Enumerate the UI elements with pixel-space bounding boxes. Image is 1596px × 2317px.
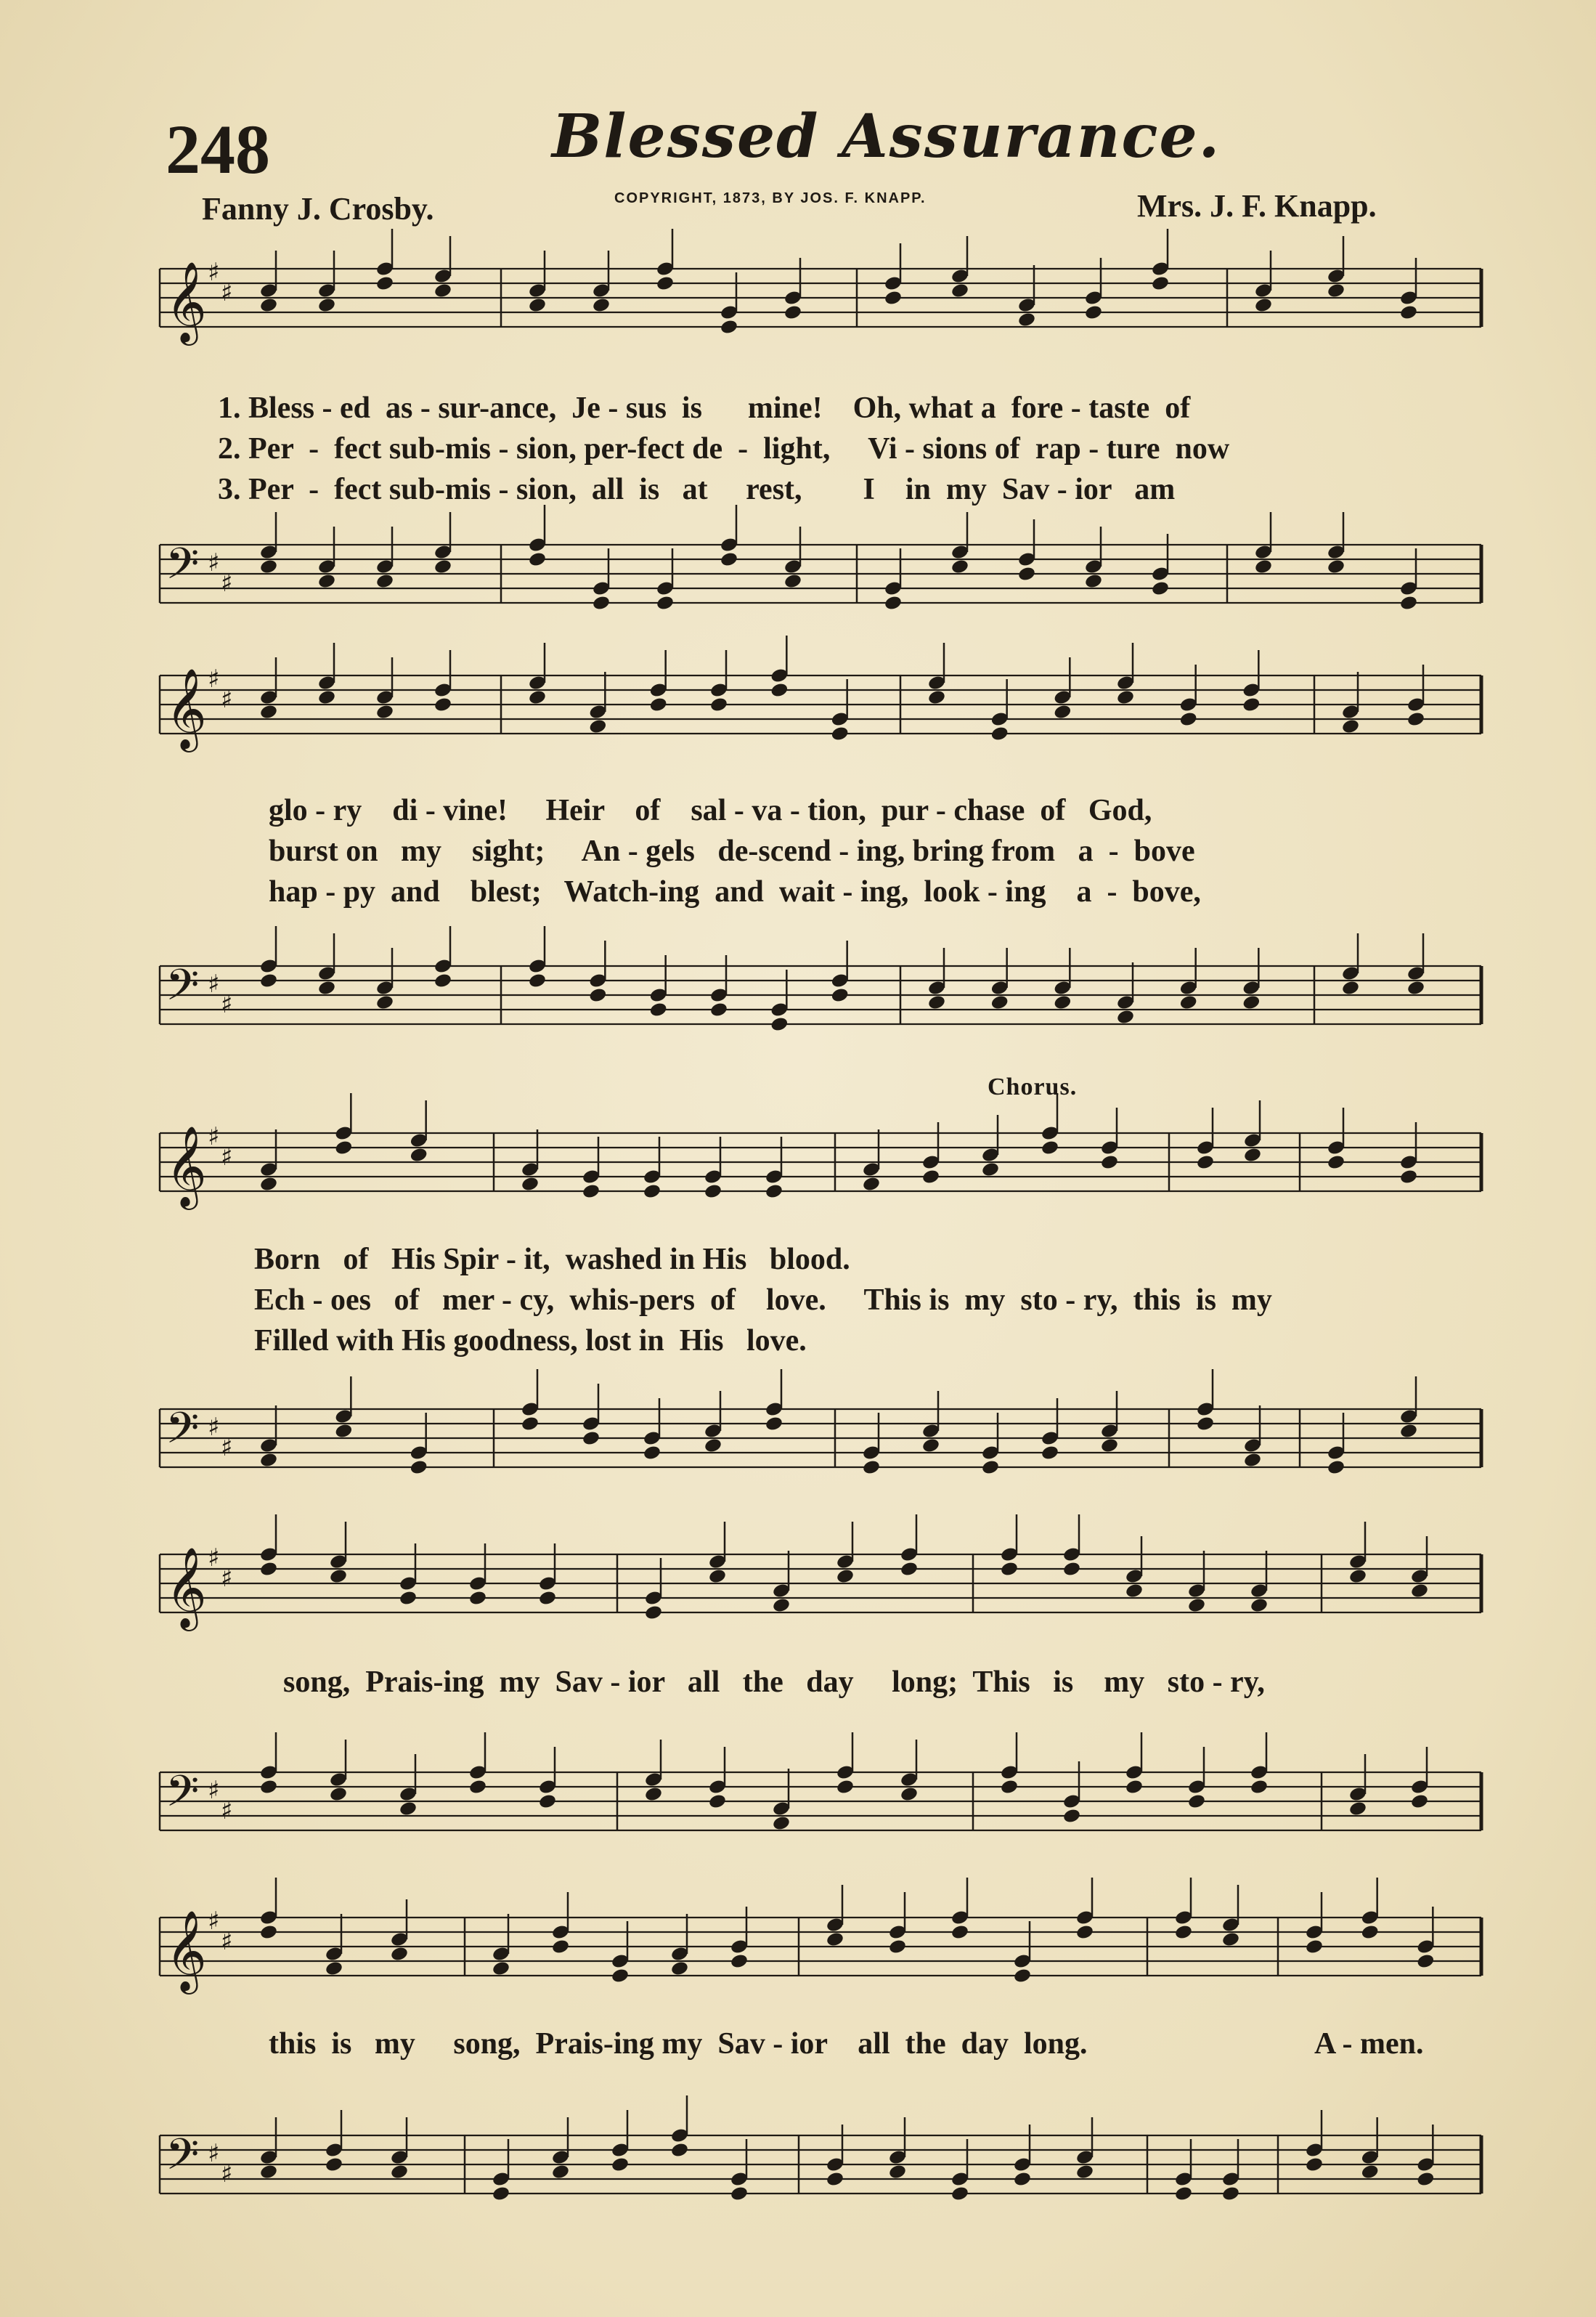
note-head [765, 1416, 783, 1432]
sharp-icon: ♯ [208, 1776, 220, 1805]
note-head [990, 994, 1009, 1011]
note-head [1327, 283, 1345, 299]
note-head [433, 559, 452, 575]
note-head [783, 304, 802, 321]
note-head [492, 2186, 510, 2202]
note-head [708, 1793, 727, 1810]
note-head [772, 1597, 791, 1614]
lyric-line-verse-2: burst on my sight; An - gels de-scend - ing, bring from a - bove [269, 835, 1195, 868]
hymn-title: Blessed Assurance. [552, 102, 1221, 171]
note-head [772, 1815, 791, 1832]
bass-clef-icon: 𝄢 [166, 1403, 200, 1464]
sharp-icon: ♯ [221, 1143, 233, 1172]
note-head [670, 1960, 689, 1977]
note-head [836, 1779, 855, 1795]
lyric-line-verse-2: Ech - oes of mer - cy, whis-pers of love. This is my sto - ry, this is my [254, 1283, 1272, 1317]
note-head [831, 987, 850, 1004]
note-head [826, 2171, 844, 2188]
note-head [1221, 1931, 1240, 1948]
sharp-icon: ♯ [221, 685, 233, 714]
note-head [551, 1939, 570, 1955]
note-head [1100, 1437, 1119, 1454]
note-head [468, 1590, 487, 1607]
note-head [1410, 1583, 1429, 1599]
note-head [720, 319, 738, 336]
note-head [730, 2186, 749, 2202]
note-head [921, 1437, 940, 1454]
note-head [1041, 1140, 1059, 1156]
note-head [317, 689, 336, 706]
note-head [1100, 1154, 1119, 1171]
lyric-line-verse-3: Filled with His goodness, lost in His love. [254, 1324, 807, 1358]
bass-staff [160, 2121, 1481, 2208]
note-head [1187, 1793, 1206, 1810]
note-head [1254, 297, 1273, 314]
bass-staff [160, 951, 1481, 1039]
note-head [259, 2164, 278, 2180]
note-head [1151, 580, 1170, 597]
bass-clef-icon: 𝄢 [166, 1766, 200, 1827]
note-head [1116, 689, 1135, 706]
note-head [329, 1568, 348, 1585]
sharp-icon: ♯ [208, 2139, 220, 2168]
note-head [399, 1590, 418, 1607]
note-head [765, 1183, 783, 1200]
note-head [643, 1445, 661, 1461]
bass-clef-icon: 𝄢 [166, 538, 200, 599]
note-head [468, 1779, 487, 1795]
note-head [1221, 2186, 1240, 2202]
note-head [1174, 2186, 1193, 2202]
sharp-icon: ♯ [208, 665, 220, 694]
music-system-3 [160, 1074, 1481, 1482]
note-head [259, 704, 278, 721]
sharp-icon: ♯ [208, 258, 220, 287]
lyric-line-verse-2: 2. Per - fect sub-mis - sion, per-fect de - light, Vi - sions of rap - ture now [218, 432, 1230, 466]
lyric-line-verse-3: hap - py and blest; Watch-ing and wait - ing, look - ing a - bove, [269, 875, 1201, 909]
note-head [1399, 1169, 1418, 1185]
note-head [1084, 573, 1103, 590]
note-head [1053, 994, 1072, 1011]
note-head [1305, 1939, 1324, 1955]
note-head [592, 595, 611, 612]
note-head [588, 987, 607, 1004]
note-head [1062, 1561, 1081, 1578]
amen-text: A - men. [1314, 2027, 1424, 2061]
note-head [927, 994, 946, 1011]
note-head [1341, 980, 1360, 997]
sharp-icon: ♯ [208, 970, 220, 999]
note-head [1361, 1924, 1380, 1941]
note-head [888, 2164, 907, 2180]
note-head [644, 1786, 663, 1803]
note-head [538, 1793, 557, 1810]
composer-credit: Mrs. J. F. Knapp. [1137, 188, 1377, 224]
note-head [1000, 1779, 1019, 1795]
note-head [1348, 1568, 1367, 1585]
sharp-icon: ♯ [208, 1122, 220, 1151]
note-head [656, 595, 675, 612]
note-head [528, 297, 547, 314]
note-head [1125, 1779, 1144, 1795]
note-head [950, 2186, 969, 2202]
note-head [588, 718, 607, 735]
note-head [1053, 704, 1072, 721]
note-head [981, 1161, 1000, 1178]
lyric-line-verse-1: glo - ry di - vine! Heir of sal - va - tion, pur - chase of God, [269, 794, 1152, 827]
treble-staff [160, 1903, 1481, 1990]
sharp-icon: ♯ [221, 569, 233, 598]
note-head [1125, 1583, 1144, 1599]
sharp-icon: ♯ [221, 1796, 233, 1825]
note-head [900, 1786, 919, 1803]
note-head [259, 1561, 278, 1578]
note-head [410, 1147, 428, 1164]
note-head [375, 704, 394, 721]
note-head [317, 980, 336, 997]
note-head [831, 726, 850, 742]
note-head [433, 697, 452, 713]
note-head [1041, 1445, 1059, 1461]
lyric-line-verse-1: Born of His Spir - it, washed in His blood. [254, 1243, 850, 1276]
note-head [1416, 2171, 1435, 2188]
note-head [329, 1786, 348, 1803]
note-head [551, 2164, 570, 2180]
note-head [528, 551, 547, 568]
note-head [259, 1779, 278, 1795]
author-credit: Fanny J. Crosby. [202, 191, 434, 227]
note-head [1151, 275, 1170, 292]
note-head [1250, 1597, 1269, 1614]
note-head [1341, 718, 1360, 735]
note-head [259, 559, 278, 575]
note-head [1410, 1793, 1429, 1810]
note-head [1000, 1561, 1019, 1578]
chorus-label: Chorus. [988, 1074, 1078, 1100]
note-head [1075, 2164, 1094, 2180]
note-head [592, 297, 611, 314]
note-head [770, 682, 789, 699]
note-head [884, 290, 903, 307]
copyright-notice: COPYRIGHT, 1873, BY JOS. F. KNAPP. [614, 190, 927, 206]
treble-staff [160, 1119, 1481, 1206]
note-head [1174, 1924, 1193, 1941]
note-head [888, 1939, 907, 1955]
note-head [1243, 1452, 1262, 1469]
note-head [390, 2164, 409, 2180]
note-head [317, 573, 336, 590]
note-head [1348, 1801, 1367, 1817]
treble-staff [160, 661, 1481, 748]
note-head [433, 973, 452, 989]
note-head [1187, 1597, 1206, 1614]
hymn-number: 248 [166, 110, 270, 188]
note-head [582, 1183, 600, 1200]
note-head [521, 1176, 540, 1193]
music-system-5 [160, 1903, 1481, 2223]
note-head [649, 697, 668, 713]
note-head [1254, 559, 1273, 575]
note-head [492, 1960, 510, 1977]
note-head [1327, 559, 1345, 575]
bass-clef-icon: 𝄢 [166, 959, 200, 1020]
note-head [1416, 1953, 1435, 1970]
note-head [950, 559, 969, 575]
note-head [649, 1002, 668, 1018]
sharp-icon: ♯ [221, 1927, 233, 1956]
note-head [1196, 1154, 1215, 1171]
note-head [836, 1568, 855, 1585]
note-head [656, 275, 675, 292]
note-head [884, 595, 903, 612]
sharp-icon: ♯ [208, 1543, 220, 1573]
sharp-icon: ♯ [221, 1433, 233, 1462]
note-head [1243, 1147, 1262, 1164]
note-head [1196, 1416, 1215, 1432]
note-head [1017, 566, 1036, 583]
note-head [950, 1924, 969, 1941]
sharp-icon: ♯ [221, 2159, 233, 2188]
note-head [528, 689, 547, 706]
note-head [981, 1459, 1000, 1476]
note-head [410, 1459, 428, 1476]
note-head [1017, 312, 1036, 328]
lyric-line-chorus: this is my song, Prais-ing my Sav - ior all the day long. [269, 2027, 1088, 2061]
treble-clef-icon: 𝄞 [166, 1125, 207, 1206]
music-system-2 [160, 661, 1481, 1039]
note-head [1013, 1968, 1032, 1984]
note-head [1075, 1924, 1094, 1941]
note-head [1013, 2171, 1032, 2188]
note-head [259, 1924, 278, 1941]
note-head [375, 994, 394, 1011]
note-head [334, 1423, 353, 1440]
note-head [950, 283, 969, 299]
note-head [862, 1176, 881, 1193]
note-head [1361, 2164, 1380, 2180]
note-head [259, 1176, 278, 1193]
note-head [783, 573, 802, 590]
music-system-4 [160, 1540, 1481, 1845]
note-head [720, 551, 738, 568]
note-head [1399, 595, 1418, 612]
note-head [334, 1140, 353, 1156]
note-head [375, 573, 394, 590]
note-head [709, 697, 728, 713]
note-head [325, 1960, 343, 1977]
note-head [900, 1561, 919, 1578]
note-head [528, 973, 547, 989]
bass-staff [160, 1758, 1481, 1845]
note-head [1084, 304, 1103, 321]
note-head [990, 726, 1009, 742]
bass-staff [160, 1395, 1481, 1482]
note-head [826, 1931, 844, 1948]
note-head [1327, 1459, 1345, 1476]
treble-clef-icon: 𝄞 [166, 261, 207, 342]
note-head [1062, 1808, 1081, 1825]
note-head [259, 1452, 278, 1469]
treble-clef-icon: 𝄞 [166, 667, 207, 749]
lyric-line-chorus: song, Prais-ing my Sav - ior all the day long; This is my sto - ry, [283, 1665, 1265, 1699]
note-head [611, 1968, 630, 1984]
bass-clef-icon: 𝄢 [166, 2129, 200, 2190]
note-head [670, 2142, 689, 2159]
treble-staff [160, 254, 1481, 341]
note-head [325, 2156, 343, 2173]
note-head [1399, 1423, 1418, 1440]
treble-clef-icon: 𝄞 [166, 1546, 207, 1628]
treble-staff [160, 1540, 1481, 1627]
note-head [927, 689, 946, 706]
sharp-icon: ♯ [208, 548, 220, 577]
sharp-icon: ♯ [208, 1907, 220, 1936]
lyric-line-verse-3: 3. Per - fect sub-mis - sion, all is at rest, I in my Sav - ior am [218, 473, 1176, 506]
sharp-icon: ♯ [221, 1564, 233, 1593]
sharp-icon: ♯ [208, 1413, 220, 1442]
note-head [521, 1416, 540, 1432]
note-head [1179, 711, 1198, 728]
note-head [1327, 1154, 1345, 1171]
note-head [433, 283, 452, 299]
note-head [390, 1946, 409, 1963]
note-head [1242, 697, 1261, 713]
note-head [1242, 994, 1261, 1011]
note-head [1399, 304, 1418, 321]
note-head [317, 297, 336, 314]
note-head [1179, 994, 1198, 1011]
note-head [611, 2156, 630, 2173]
note-head [704, 1437, 722, 1454]
note-head [862, 1459, 881, 1476]
note-head [259, 973, 278, 989]
note-head [538, 1590, 557, 1607]
note-head [375, 275, 394, 292]
note-head [1116, 1009, 1135, 1026]
note-head [259, 297, 278, 314]
bass-staff [160, 530, 1481, 617]
sharp-icon: ♯ [221, 278, 233, 307]
note-head [730, 1953, 749, 1970]
note-head [709, 1002, 728, 1018]
lyric-line-verse-1: 1. Bless - ed as - sur-ance, Je - sus is mine! Oh, what a fore - taste of [218, 391, 1191, 425]
note-head [1305, 2156, 1324, 2173]
note-head [708, 1568, 727, 1585]
note-head [399, 1801, 418, 1817]
note-head [1406, 980, 1425, 997]
note-head [770, 1016, 789, 1033]
sharp-icon: ♯ [221, 990, 233, 1019]
note-head [1250, 1779, 1269, 1795]
note-head [644, 1604, 663, 1621]
note-head [582, 1430, 600, 1447]
note-head [921, 1169, 940, 1185]
note-head [1406, 711, 1425, 728]
note-head [704, 1183, 722, 1200]
note-head [643, 1183, 661, 1200]
treble-clef-icon: 𝄞 [166, 1910, 207, 1991]
music-system-1 [160, 254, 1481, 603]
